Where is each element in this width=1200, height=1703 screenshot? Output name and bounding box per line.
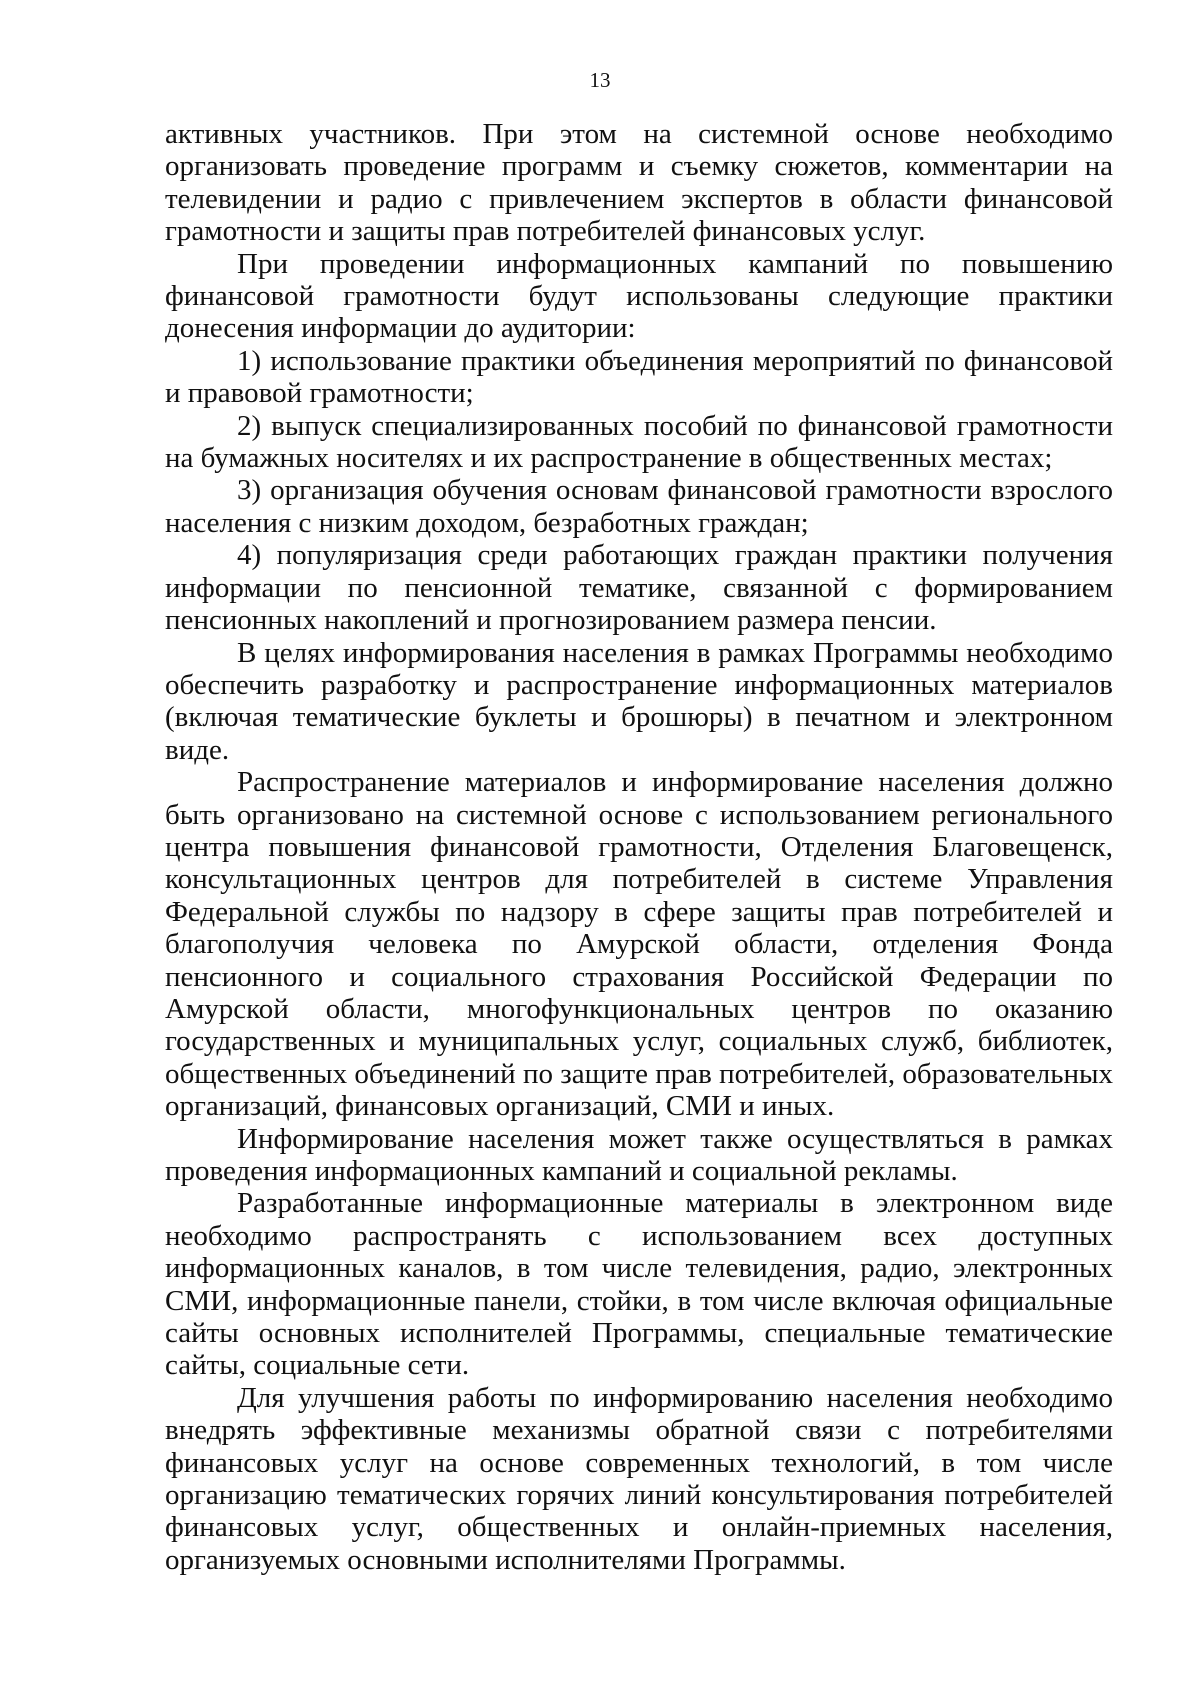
paragraph: В целях информирования населения в рамках Программы необходимо обеспечить разработку и распространение информационных материалов (включая тематические буклеты и брошюры) в печатном и электронном виде. xyxy=(165,636,1113,766)
paragraph: Распространение материалов и информирование населения должно быть организовано на системной основе с использованием регионального центра повышения финансовой грамотности, Отделения Благовещенск, консультационных центров для потребителей в системе Управления Федеральной службы по надзору в сфере защиты прав потребителей и благополучия человека по Амурской области, отделения Фонда пенсионного и социального страхования Российской Федерации по Амурской области, многофункциональных центров по оказанию государственных и муниципальных услуг, социальных служб, библиотек, общественных объединений по защите прав потребителей, образовательных организаций, финансовых организаций, СМИ и иных. xyxy=(165,766,1113,1123)
list-item: 3) организация обучения основам финансовой грамотности взрослого населения с низким доходом, безработных граждан; xyxy=(165,474,1113,539)
list-item: 2) выпуск специализированных пособий по финансовой грамотности на бумажных носителях и их распространение в общественных местах; xyxy=(165,409,1113,475)
document-body xyxy=(165,118,1113,1576)
paragraph: Разработанные информационные материалы в электронном виде необходимо распространять с использованием всех доступных информационных каналов, в том числе телевидения, радио, электронных СМИ, информационные панели, стойки, в том числе включая официальные сайты основных исполнителей Программы, специальные тематические сайты, социальные сети. xyxy=(165,1187,1113,1382)
paragraph: Информирование населения может также осуществляться в рамках проведения информационных кампаний и социальной рекламы. xyxy=(165,1122,1113,1187)
page-number: 13 xyxy=(589,68,611,92)
paragraph: Для улучшения работы по информированию населения необходимо внедрять эффективные механизмы обратной связи с потребителями финансовых услуг на основе современных технологий, в том числе организацию тематических горячих линий консультирования потребителей финансовых услуг, общественных и онлайн-приемных населения, организуемых основными исполнителями Программы. xyxy=(165,1381,1113,1576)
paragraph: При проведении информационных кампаний по повышению финансовой грамотности будут использованы следующие практики донесения информации до аудитории: xyxy=(165,247,1113,345)
paragraph: активных участников. При этом на системной основе необходимо организовать проведение программ и съемку сюжетов, комментарии на телевидении и радио с привлечением экспертов в области финансовой грамотности и защиты прав потребителей финансовых услуг. xyxy=(165,118,1113,248)
list-item: 1) использование практики объединения мероприятий по финансовой и правовой грамотности; xyxy=(165,344,1113,410)
list-item: 4) популяризация среди работающих граждан практики получения информации по пенсионной тематике, связанной с формированием пенсионных накоплений и прогнозированием размера пенсии. xyxy=(165,539,1113,637)
